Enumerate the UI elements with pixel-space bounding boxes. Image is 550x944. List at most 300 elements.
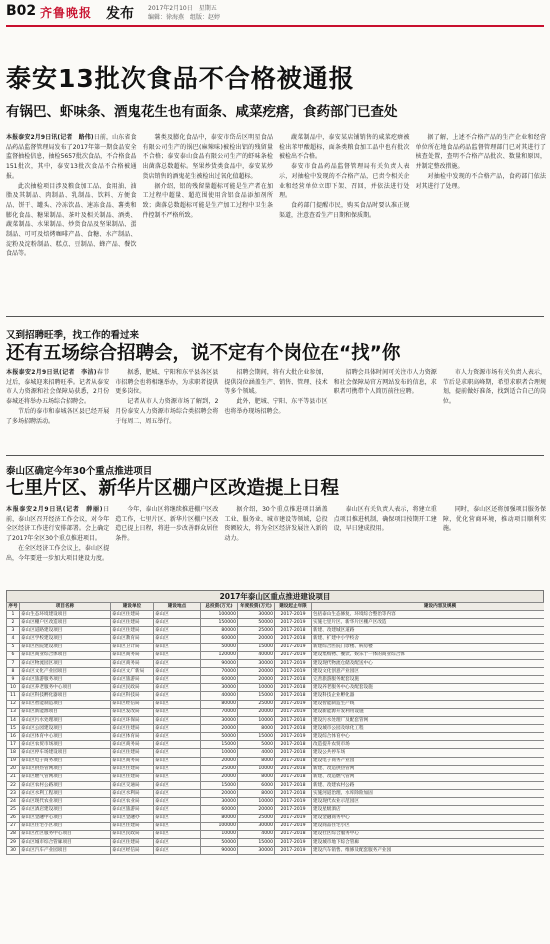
table-cell: 泰山区新能源项目 [20, 708, 111, 716]
table-cell: 泰山区 [154, 724, 201, 732]
table-cell: 2017-2019 [275, 806, 312, 814]
table-cell: 泰山区 [154, 822, 201, 830]
table-cell: 泰山区住宅小区项目 [20, 822, 111, 830]
masthead [0, 0, 550, 27]
table-title: 2017年泰山区重点推进建设项目 [6, 590, 544, 602]
table-cell: 10000 [201, 749, 238, 757]
table-cell: 泰山区智能制造项目 [20, 700, 111, 708]
table-cell: 4000 [238, 749, 275, 757]
article1-col-3 [279, 133, 410, 293]
table-cell: 泰山区文广新局 [111, 667, 154, 675]
article2-col-5 [443, 368, 546, 450]
table-cell: 泰山区 [154, 667, 201, 675]
article2-paragraph: 招聘会期间，将有大批企业参加，提供岗位涵盖生产、销售、管理、技术等多个领域。 [224, 369, 328, 396]
article3-col-4 [334, 505, 437, 587]
table-cell: 泰山区燃气管网项目 [20, 773, 111, 781]
paragraph-text: 日前，山东省食品药品监督管理局发布了2017年第一期食品安全监督抽检信息，抽检5657批次食品，不合格食品151批次，其中，泰安13批次食品不合格被通报。 [6, 134, 137, 180]
article3-paragraph: 据介绍，30个重点推进项目涵盖工业、服务业、城市建设等领域，总投资额较大，将为全区经济发展注入新的动力。 [224, 506, 328, 543]
table-cell: 30000 [201, 716, 238, 724]
table-cell: 泰山区污水处理项目 [20, 716, 111, 724]
table-cell: 泰山区 [154, 781, 201, 789]
table-cell: 泰山区教育局 [111, 635, 154, 643]
table-cell: 建设商品住宅小区 [312, 822, 545, 830]
table-cell: 2017-2019 [275, 838, 312, 846]
table-cell: 泰山区 [154, 806, 201, 814]
table-cell: 40000 [238, 651, 275, 659]
table-cell: 泰山区住建局 [111, 838, 154, 846]
table-row [7, 659, 545, 667]
table-cell: 10000 [201, 830, 238, 838]
table-cell: 2017-2019 [275, 708, 312, 716]
table-row [7, 651, 545, 659]
table-cell: 25 [7, 806, 20, 814]
table-row [7, 814, 545, 822]
table-cell: 27 [7, 822, 20, 830]
article2-paragraph: 此外，肥城、宁阳、东平等县市区也将举办现场招聘会。 [224, 398, 328, 415]
table-cell: 25000 [238, 814, 275, 822]
table-cell: 泰山区住建局 [111, 627, 154, 635]
table-cell: 泰山区 [154, 790, 201, 798]
section-divider [6, 455, 544, 456]
table-cell: 泰山区 [154, 611, 201, 619]
masthead-meta [148, 4, 220, 22]
table-cell: 4000 [238, 830, 275, 838]
table-cell: 9 [7, 676, 20, 684]
table-cell: 2017-2018 [275, 757, 312, 765]
table-cell: 建设污水处理厂及配套管网 [312, 716, 545, 724]
table-cell: 15000 [238, 692, 275, 700]
table-row [7, 773, 545, 781]
table-cell: 建设社区综合服务中心 [312, 830, 545, 838]
table-cell: 建设汽车销售、维修及配套服务产业园 [312, 847, 545, 855]
table-cell: 2017-2019 [275, 619, 312, 627]
table-cell: 新建、改建城区道路 [312, 627, 545, 635]
table-cell: 2017-2019 [275, 733, 312, 741]
article2-body [6, 368, 546, 450]
table-cell: 20 [7, 765, 20, 773]
section-name: 发布 [106, 6, 134, 22]
table-cell: 30000 [238, 822, 275, 830]
paragraph-text: 日前，泰山区召开经济工作会议，对今年全区经济工作进行安排部署。会上确定了2017年全区30个重点推进项目。 [6, 506, 110, 543]
table-cell: 4 [7, 635, 20, 643]
article2-paragraph: 市人力资源市场有关负责人表示，节后是求职高峰期，希望求职者合理规划，提前做好准备，找到适合自己的岗位。 [442, 369, 547, 406]
table-cell: 12 [7, 700, 20, 708]
table-cell: 泰山区体育局 [111, 733, 154, 741]
table-cell: 建设集购物、餐饮、娱乐于一体的商业综合体 [312, 651, 545, 659]
table-cell: 新建综合医院门诊楼、病房楼 [312, 643, 545, 651]
table-row [7, 700, 545, 708]
table-cell: 50000 [201, 733, 238, 741]
article1-headline: 泰安13批次食品不合格被通报 [6, 64, 355, 93]
table-cell: 2017-2018 [275, 716, 312, 724]
table-cell: 30000 [238, 847, 275, 855]
table-cell: 泰山区 [154, 659, 201, 667]
table-cell: 13 [7, 708, 20, 716]
table-cell: 2017-2018 [275, 765, 312, 773]
table-cell: 20000 [201, 757, 238, 765]
paragraph-text: 春节过后，泰城迎来招聘旺季。记者从泰安市人力资源和社会保障局获悉，2月份泰城还将举办五场综合招聘会。 [6, 369, 110, 406]
table-cell: 2017-2018 [275, 830, 312, 838]
project-table-container [6, 590, 544, 940]
table-cell: 泰山区 [154, 676, 201, 684]
table-cell: 泰山区发改局 [111, 708, 154, 716]
table-cell: 泰山区 [154, 757, 201, 765]
article1-paragraph: 蔬菜制品中，泰安某店铺销售的咸菜疙瘩被检出苯甲酸超标，面条类粮食加工品中也有批次被检出不合格。 [279, 134, 410, 161]
section-divider [6, 316, 544, 317]
table-cell: 泰山区住建局 [111, 611, 154, 619]
table-cell: 建设现代农业示范园区 [312, 798, 545, 806]
table-cell: 50000 [238, 619, 275, 627]
table-cell: 15000 [201, 741, 238, 749]
table-cell: 2017-2019 [275, 814, 312, 822]
table-cell: 25000 [238, 627, 275, 635]
table-cell: 泰山区供热管网项目 [20, 765, 111, 773]
article2-paragraph: 节后的泰市和泰城各区县已经开展了多场招聘活动。 [6, 407, 110, 425]
table-cell: 泰山区农村公路项目 [20, 781, 111, 789]
article3-col-5 [443, 505, 546, 587]
table-cell: 建设现代物流仓储及配送中心 [312, 659, 545, 667]
table-cell: 泰山区 [154, 700, 201, 708]
table-row [7, 667, 545, 675]
article1-paragraph: 对抽检中发现的不合格产品，食药部门依法对其进行了处理。 [415, 172, 546, 190]
table-row [7, 684, 545, 692]
article1-paragraph: 食药部门提醒市民，购买食品时要认准正规渠道，注意查看生产日期和保质期。 [279, 201, 410, 219]
table-cell: 新建、改建农村公路 [312, 781, 545, 789]
table-cell: 2017-2018 [275, 781, 312, 789]
table-cell: 20000 [238, 676, 275, 684]
table-cell: 30000 [201, 798, 238, 806]
table-cell: 泰山区金融办 [111, 814, 154, 822]
table-header-cell: 建设地点 [154, 603, 201, 611]
table-cell: 建设星级酒店 [312, 806, 545, 814]
table-cell: 新建、扩建中小学校舍 [312, 635, 545, 643]
table-cell: 泰山区商务局 [111, 659, 154, 667]
table-cell: 2017-2019 [275, 651, 312, 659]
table-cell: 泰山区汽车产业园项目 [20, 847, 111, 855]
table-row [7, 692, 545, 700]
table-cell: 120000 [201, 651, 238, 659]
table-cell: 泰山区 [154, 749, 201, 757]
table-cell: 建设综合体育中心 [312, 733, 545, 741]
table-cell: 泰山区 [154, 847, 201, 855]
table-row [7, 635, 545, 643]
table-cell: 2017-2019 [275, 667, 312, 675]
table-cell: 实施七里片区、新华片区棚户区改造 [312, 619, 545, 627]
table-cell: 3 [7, 627, 20, 635]
article3-paragraph: 今年，泰山区将继续推进棚户区改造工作，七里片区、新华片区棚户区改造已提上日程，将进一步改善群众居住条件。 [115, 506, 219, 543]
table-cell: 泰山区民政局 [111, 830, 154, 838]
table-cell: 泰山区住建局 [111, 822, 154, 830]
editor-line: 编辑：徐海燕 组版：赵婷 [148, 14, 221, 21]
table-cell: 80000 [201, 814, 238, 822]
table-header-cell: 项目名称 [20, 603, 111, 611]
table-cell: 70000 [201, 667, 238, 675]
table-cell: 泰山区旅游局 [111, 676, 154, 684]
table-cell: 泰山区社区服务中心项目 [20, 830, 111, 838]
table-cell: 泰山区住建局 [111, 749, 154, 757]
table-cell: 泰山区停车场建设项目 [20, 749, 111, 757]
table-header-cell: 建设内容及规模 [312, 603, 545, 611]
table-cell: 10000 [238, 798, 275, 806]
table-cell: 30000 [201, 684, 238, 692]
article1-paragraph: 泰安市食品药品监督管理局有关负责人表示，对抽检中发现的不合格产品，已责令相关企业和经营单位立即下架、召回，并依法进行处理。 [279, 163, 410, 200]
article3-col-1 [6, 505, 109, 587]
table-cell: 60000 [201, 676, 238, 684]
table-cell: 泰山区商务局 [111, 757, 154, 765]
table-cell: 泰山区 [154, 708, 201, 716]
table-row [7, 716, 545, 724]
table-cell: 2017-2018 [275, 635, 312, 643]
article2-kicker: 又到招聘旺季，找工作的看过来 [6, 330, 140, 341]
table-cell: 8000 [238, 757, 275, 765]
table-cell: 泰山区卫计局 [111, 643, 154, 651]
table-cell: 泰山区棚户区改造项目 [20, 619, 111, 627]
article2-col-4 [334, 368, 437, 450]
newspaper-logo: 齐鲁晚报 [40, 6, 93, 20]
table-cell: 20000 [238, 667, 275, 675]
table-cell: 14 [7, 716, 20, 724]
table-cell: 2017-2018 [275, 741, 312, 749]
article2-col-2 [115, 368, 218, 450]
table-cell: 泰山区学校建设项目 [20, 635, 111, 643]
article1-subheadline: 有锅巴、虾味条、酒鬼花生也有面条、咸菜疙瘩，食药部门已查处 [6, 104, 398, 120]
table-cell: 新建、改造燃气管网 [312, 773, 545, 781]
table-cell: 包括泰山生态修复、环境综合整治等内容 [312, 611, 545, 619]
table-cell: 泰山区养老服务中心项目 [20, 684, 111, 692]
table-cell: 完善旅游服务配套设施 [312, 676, 545, 684]
table-cell: 泰山区城市综合管廊项目 [20, 838, 111, 846]
article3-paragraph: 泰山区有关负责人表示，将建立重点项目推进机制，确保项目按期开工建设，早日建成投用。 [333, 506, 437, 533]
table-cell: 15 [7, 724, 20, 732]
table-cell: 泰山区 [154, 627, 201, 635]
table-cell: 泰山区金融中心项目 [20, 814, 111, 822]
table-cell: 泰山区体育中心项目 [20, 733, 111, 741]
article3-paragraph [6, 505, 109, 544]
table-row [7, 643, 545, 651]
table-cell: 20000 [238, 708, 275, 716]
table-cell: 28 [7, 830, 20, 838]
table-cell: 泰山区 [154, 814, 201, 822]
table-cell: 泰山区农业局 [111, 798, 154, 806]
table-cell: 80000 [201, 700, 238, 708]
table-cell: 15000 [238, 838, 275, 846]
table-cell: 30000 [238, 611, 275, 619]
table-cell: 泰山区科技局 [111, 692, 154, 700]
article2-paragraph: 据悉，肥城、宁阳和东平县各区县市招聘会也将相继举办，为求职者提供更多岗位。 [115, 369, 219, 396]
table-cell: 20000 [201, 790, 238, 798]
table-cell: 15000 [238, 733, 275, 741]
table-row [7, 757, 545, 765]
table-cell: 泰山区 [154, 619, 201, 627]
table-cell: 泰山区交通局 [111, 781, 154, 789]
table-cell: 泰山区民政局 [111, 684, 154, 692]
table-cell: 建设养老服务中心及配套设施 [312, 684, 545, 692]
table-cell: 泰山区 [154, 765, 201, 773]
table-row [7, 749, 545, 757]
article1-col-2 [143, 133, 274, 293]
table-cell: 建设城市公园及绿化工程 [312, 724, 545, 732]
table-cell: 泰山区酒店建设项目 [20, 806, 111, 814]
table-cell: 2017-2019 [275, 659, 312, 667]
table-cell: 建设城市地下综合管廊 [312, 838, 545, 846]
table-cell: 5 [7, 643, 20, 651]
table-cell: 20000 [238, 635, 275, 643]
table-cell: 泰山区住建局 [111, 773, 154, 781]
article3-body [6, 505, 546, 587]
article3-col-2 [115, 505, 218, 587]
table-cell: 6 [7, 651, 20, 659]
table-header-row [7, 603, 545, 611]
table-cell: 2017-2018 [275, 749, 312, 757]
table-cell: 100000 [201, 611, 238, 619]
table-cell: 80000 [201, 627, 238, 635]
table-row [7, 847, 545, 855]
table-cell: 泰山区 [154, 692, 201, 700]
table-header-cell: 建设单位 [111, 603, 154, 611]
masthead-rule [6, 25, 544, 27]
table-cell: 泰山区水利工程项目 [20, 790, 111, 798]
table-row [7, 822, 545, 830]
table-cell: 泰山区公园建设项目 [20, 724, 111, 732]
table-cell: 11 [7, 692, 20, 700]
table-cell: 泰山区 [154, 651, 201, 659]
table-cell: 10000 [238, 716, 275, 724]
byline: 本报泰安2月9日讯(记者 李洁) [6, 369, 97, 376]
table-row [7, 611, 545, 619]
table-header-cell: 年度投资(万元) [238, 603, 275, 611]
table-cell: 50000 [201, 643, 238, 651]
article2-col-1 [6, 368, 109, 450]
table-cell: 2017-2019 [275, 643, 312, 651]
table-cell: 改造提升农贸市场 [312, 741, 545, 749]
table-cell: 泰山区商务局 [111, 651, 154, 659]
table-cell: 泰山区经信局 [111, 847, 154, 855]
table-cell: 建设科技企业孵化器 [312, 692, 545, 700]
table-cell: 泰山区电子商务项目 [20, 757, 111, 765]
table-cell: 20000 [201, 724, 238, 732]
table-cell: 建设金融商务中心 [312, 814, 545, 822]
table-cell: 7 [7, 659, 20, 667]
table-cell: 90000 [201, 847, 238, 855]
table-cell: 2017-2018 [275, 724, 312, 732]
table-row [7, 790, 545, 798]
table-row [7, 708, 545, 716]
table-row [7, 806, 545, 814]
table-cell: 2017-2018 [275, 676, 312, 684]
table-header-cell: 建设起止年限 [275, 603, 312, 611]
project-table [6, 602, 544, 855]
table-cell: 23 [7, 790, 20, 798]
table-cell: 新建、改造供热管网 [312, 765, 545, 773]
table-header-cell: 序号 [8, 603, 18, 609]
table-cell: 泰山区住建局 [111, 619, 154, 627]
table-row [7, 741, 545, 749]
article1-paragraph: 薯类及膨化食品中，泰安市岱岳区明星食品有限公司生产的锅巴(麻辣味)被检出铝的残留量不合格；泰安泰山食品有限公司生产的虾味条检出菌落总数超标。坚果炒货类食品中，泰安某炒货店销售的酒鬼花生被检出过氧化值超标。 [142, 134, 273, 180]
table-cell: 建设电子商务产业园 [312, 757, 545, 765]
table-cell: 建设公共停车场 [312, 749, 545, 757]
table-row [7, 830, 545, 838]
table-cell: 2 [7, 619, 20, 627]
table-cell: 泰山区 [154, 643, 201, 651]
table-cell: 5000 [238, 741, 275, 749]
table-row [7, 733, 545, 741]
table-cell: 2017-2019 [275, 700, 312, 708]
table-cell: 2017-2019 [275, 847, 312, 855]
table-cell: 6000 [238, 781, 275, 789]
table-cell: 泰山区医院建设项目 [20, 643, 111, 651]
table-cell: 70000 [201, 708, 238, 716]
byline: 本报泰安2月9日讯(记者 薛丽) [6, 506, 103, 513]
article3-paragraph: 在全区经济工作会议上，泰山区提出，今年要进一步加大项目建设力度。 [6, 544, 110, 562]
table-row [7, 781, 545, 789]
table-cell: 25000 [201, 765, 238, 773]
table-row [7, 765, 545, 773]
table-row [7, 838, 545, 846]
article3-paragraph: 同时，泰山区还将加强项目服务保障，优化营商环境，推动项目顺利实施。 [442, 506, 547, 533]
table-cell: 2017-2019 [275, 798, 312, 806]
table-cell: 泰山区商务局 [111, 741, 154, 749]
table-cell: 泰山区 [154, 684, 201, 692]
table-cell: 泰山区 [154, 798, 201, 806]
table-cell: 泰山区水利局 [111, 790, 154, 798]
table-cell: 泰山区经信局 [111, 700, 154, 708]
table-cell: 2017-2018 [275, 692, 312, 700]
table-cell: 2017-2018 [275, 773, 312, 781]
table-cell: 泰山区科技孵化器项目 [20, 692, 111, 700]
table-cell: 8000 [238, 773, 275, 781]
table-cell: 19 [7, 757, 20, 765]
table-cell: 泰山区住建局 [111, 765, 154, 773]
table-cell: 泰山区 [154, 716, 201, 724]
table-cell: 泰山区住建局 [111, 724, 154, 732]
table-cell: 29 [7, 838, 20, 846]
article1-col-1 [6, 133, 137, 293]
article2-headline: 还有五场综合招聘会，说不定有个岗位在“找”你 [6, 343, 401, 364]
table-body [7, 611, 545, 855]
table-cell: 60000 [201, 635, 238, 643]
table-cell: 18 [7, 749, 20, 757]
table-cell: 实施河道治理、水库除险加固 [312, 790, 545, 798]
table-cell: 泰山区 [154, 733, 201, 741]
table-cell: 2017-2018 [275, 684, 312, 692]
table-cell: 泰山生态环境建设项目 [20, 611, 111, 619]
table-cell: 泰山区 [154, 635, 201, 643]
table-cell: 8000 [238, 790, 275, 798]
table-cell: 21 [7, 773, 20, 781]
table-cell: 泰山区农贸市场项目 [20, 741, 111, 749]
table-cell: 30000 [238, 659, 275, 667]
table-cell: 2017-2018 [275, 790, 312, 798]
table-cell: 泰山区旅游服务项目 [20, 676, 111, 684]
table-cell: 40000 [201, 692, 238, 700]
table-cell: 10000 [238, 765, 275, 773]
page-code: B02 [6, 3, 37, 19]
article1-paragraph: 据了解，上述不合格产品的生产企业和经营单位所在地食品药品监督管理部门已对其进行了核查处置，查明不合格产品批次、数量和原因，并制定整改措施。 [415, 134, 546, 171]
article2-col-3 [224, 368, 327, 450]
table-cell: 建设文化创意产业园区 [312, 667, 545, 675]
table-row [7, 619, 545, 627]
table-cell: 17 [7, 741, 20, 749]
article2-paragraph: 招聘会具体时间可关注市人力资源和社会保障局官方网站发布的信息，求职者可携带个人简历前往应聘。 [333, 369, 437, 396]
article1-col-4 [416, 133, 547, 293]
byline: 本报泰安2月9日讯(记者 路伟) [6, 134, 94, 141]
table-cell: 泰山区 [154, 838, 201, 846]
table-cell: 20000 [201, 773, 238, 781]
table-row [7, 724, 545, 732]
article3-col-3 [224, 505, 327, 587]
table-cell: 50000 [201, 838, 238, 846]
table-cell: 泰山区环保局 [111, 716, 154, 724]
